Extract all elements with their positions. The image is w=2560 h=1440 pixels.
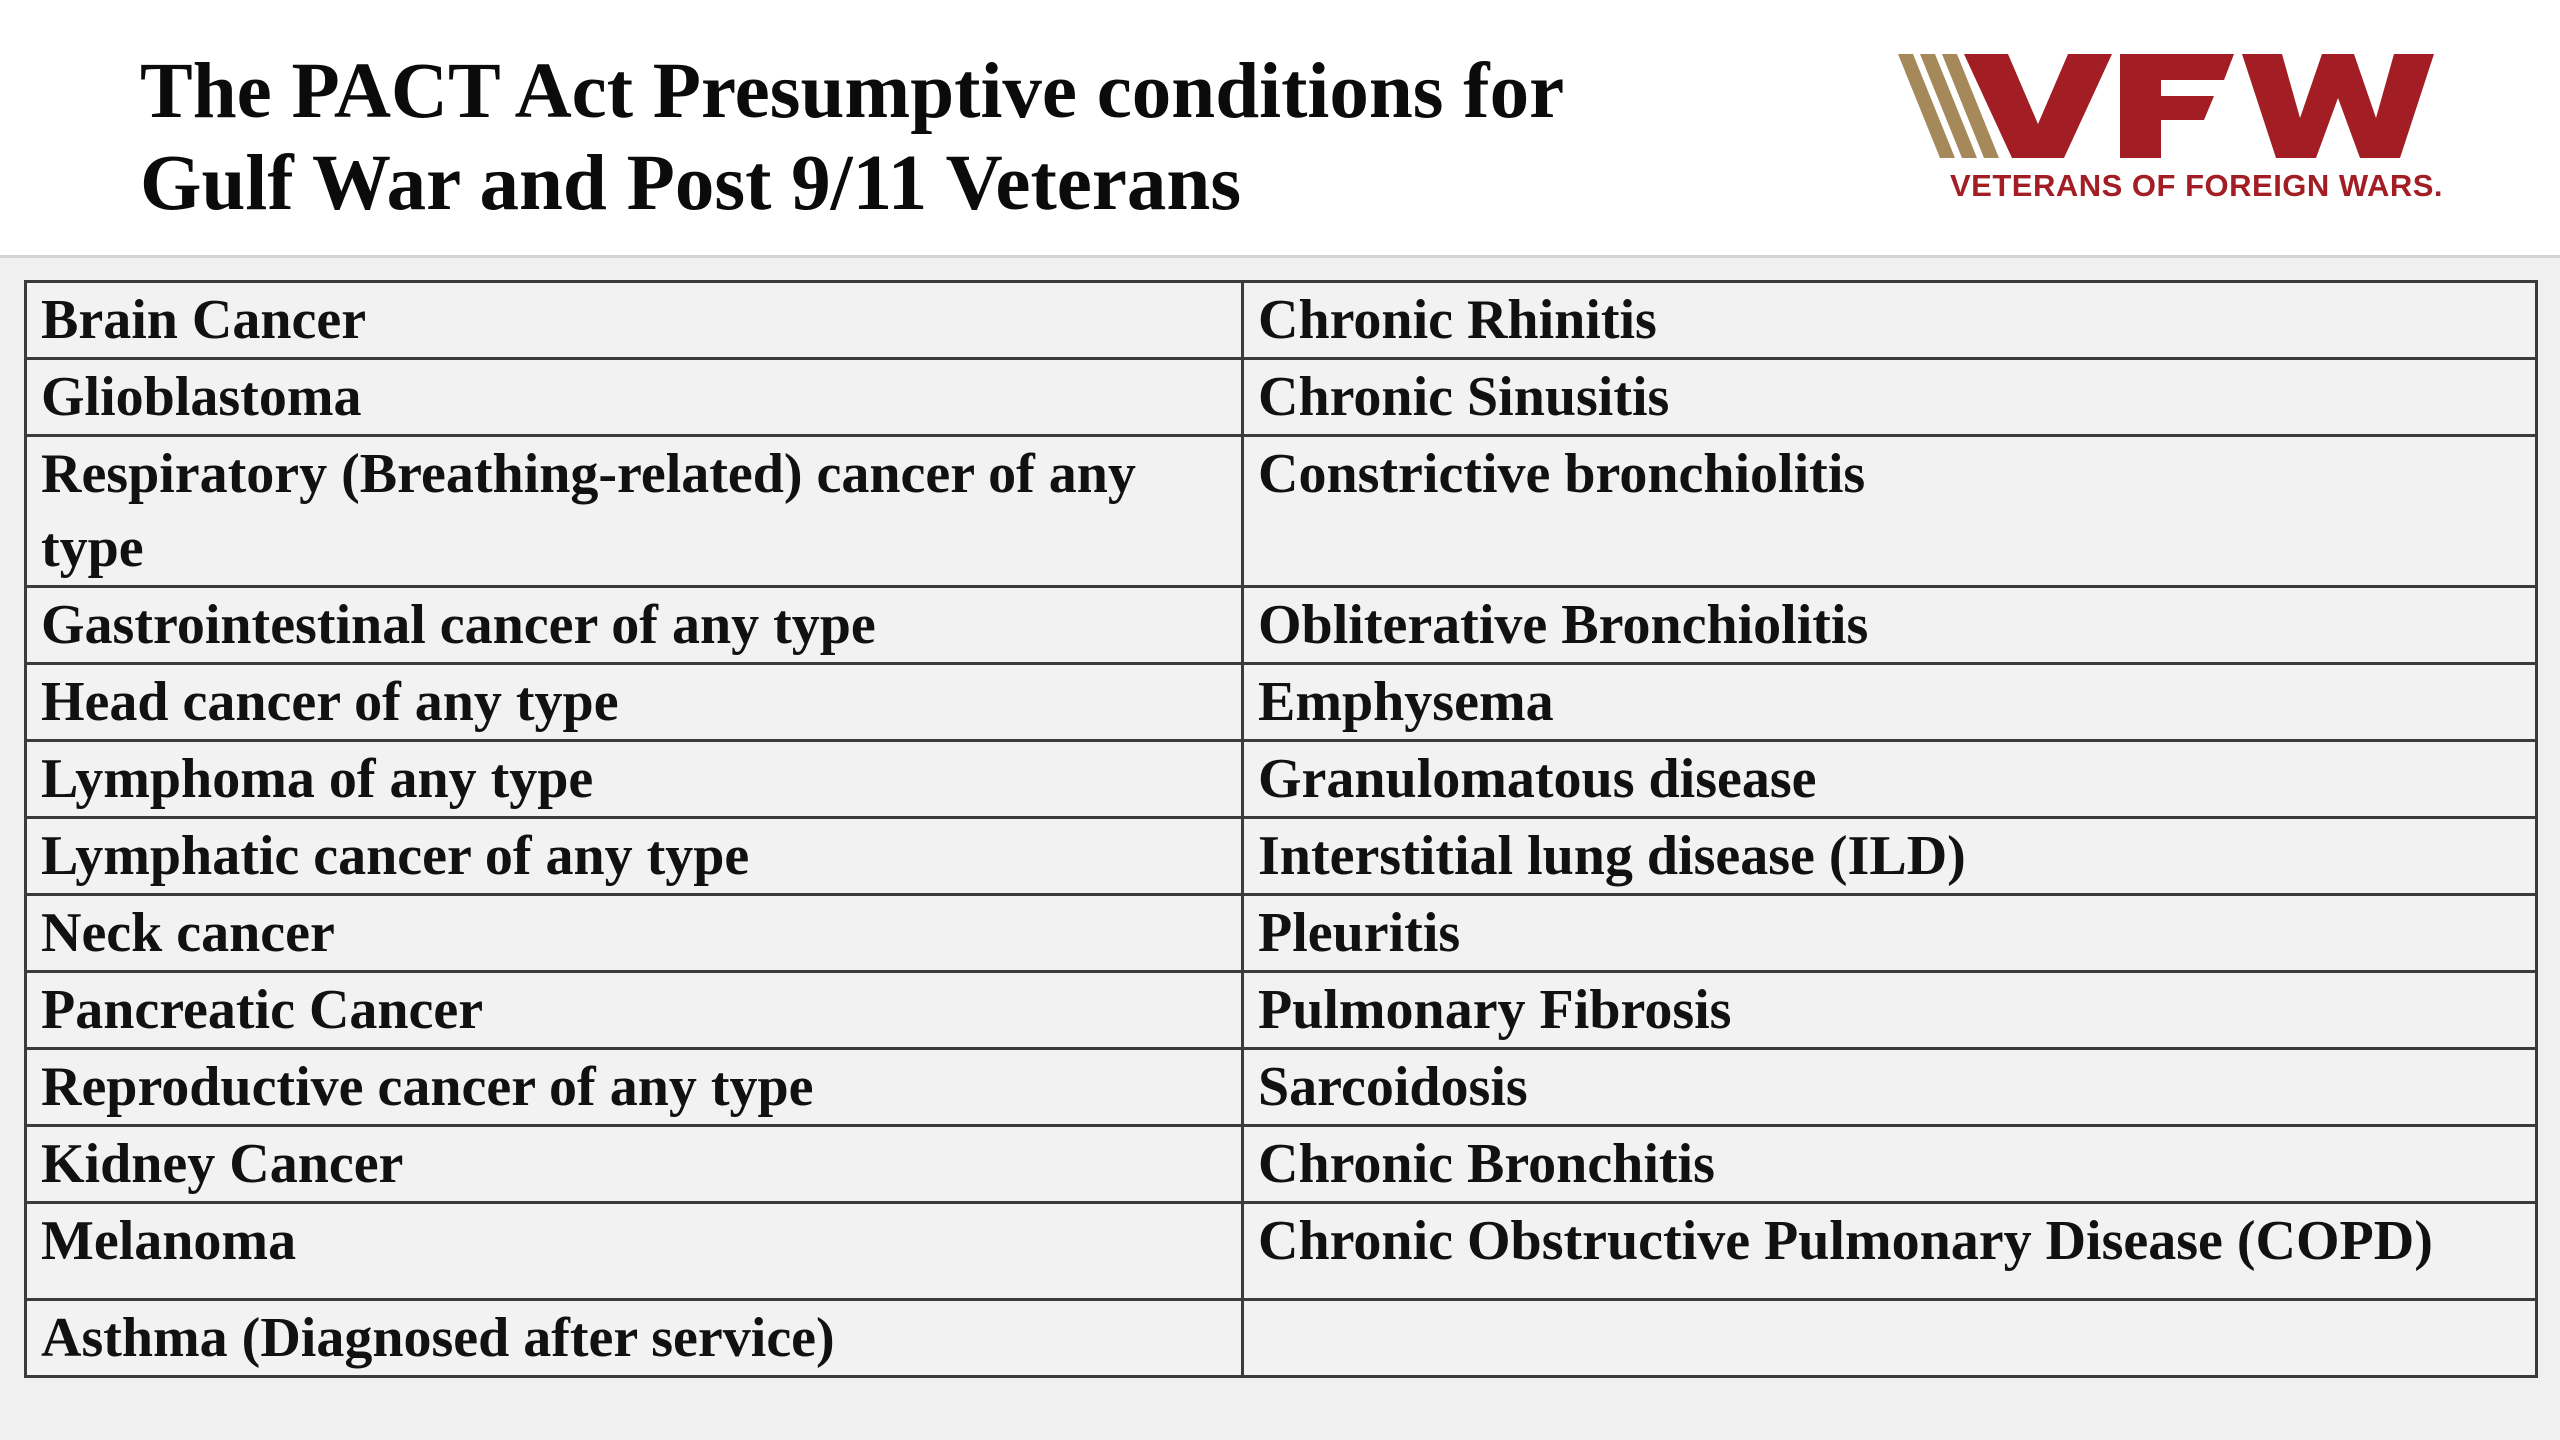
condition-cell: Pleuritis [1243, 895, 2537, 972]
condition-cell: Chronic Sinusitis [1243, 359, 2537, 436]
title-line-1: The PACT Act Presumptive conditions for [140, 48, 1565, 135]
condition-cell: Gastrointestinal cancer of any type [26, 587, 1243, 664]
condition-cell: Pancreatic Cancer [26, 972, 1243, 1049]
condition-cell: Melanoma [26, 1203, 1243, 1300]
condition-cell: Obliterative Bronchiolitis [1243, 587, 2537, 664]
condition-cell: Interstitial lung disease (ILD) [1243, 818, 2537, 895]
condition-cell: Head cancer of any type [26, 664, 1243, 741]
vfw-tagline: VETERANS OF FOREIGN WARS. [1950, 168, 2444, 203]
table-row [26, 818, 2537, 895]
vfw-logo-mark [1898, 54, 2458, 164]
table-row [26, 895, 2537, 972]
condition-cell: Chronic Rhinitis [1243, 282, 2537, 359]
table-row [26, 587, 2537, 664]
slide-header [0, 0, 2560, 258]
condition-cell: Emphysema [1243, 664, 2537, 741]
vfw-logo [1898, 54, 2458, 214]
condition-cell: Chronic Bronchitis [1243, 1126, 2537, 1203]
condition-cell: Lymphoma of any type [26, 741, 1243, 818]
table-row [26, 282, 2537, 359]
slide-title [140, 46, 1564, 230]
condition-cell: Respiratory (Breathing-related) cancer of any type [26, 436, 1243, 587]
title-line-2: Gulf War and Post 9/11 Veterans [140, 140, 1242, 227]
condition-cell: Lymphatic cancer of any type [26, 818, 1243, 895]
logo-letter-f [2120, 54, 2234, 158]
condition-cell: Chronic Obstructive Pulmonary Disease (COPD) [1243, 1203, 2537, 1300]
condition-cell: Glioblastoma [26, 359, 1243, 436]
condition-cell: Granulomatous disease [1243, 741, 2537, 818]
condition-cell: Sarcoidosis [1243, 1049, 2537, 1126]
condition-cell: Kidney Cancer [26, 1126, 1243, 1203]
conditions-table [24, 280, 2538, 1378]
table-row [26, 436, 2537, 587]
table-row [26, 359, 2537, 436]
table-row [26, 1049, 2537, 1126]
table-row [26, 1300, 2537, 1377]
table-row [26, 741, 2537, 818]
condition-cell [1243, 1300, 2537, 1377]
table-row [26, 1126, 2537, 1203]
condition-cell: Asthma (Diagnosed after service) [26, 1300, 1243, 1377]
condition-cell: Brain Cancer [26, 282, 1243, 359]
table-row [26, 1203, 2537, 1300]
table-row [26, 972, 2537, 1049]
condition-cell: Reproductive cancer of any type [26, 1049, 1243, 1126]
condition-cell: Pulmonary Fibrosis [1243, 972, 2537, 1049]
condition-cell: Constrictive bronchiolitis [1243, 436, 2537, 587]
table-row [26, 664, 2537, 741]
logo-letter-w [2242, 54, 2434, 158]
condition-cell: Neck cancer [26, 895, 1243, 972]
